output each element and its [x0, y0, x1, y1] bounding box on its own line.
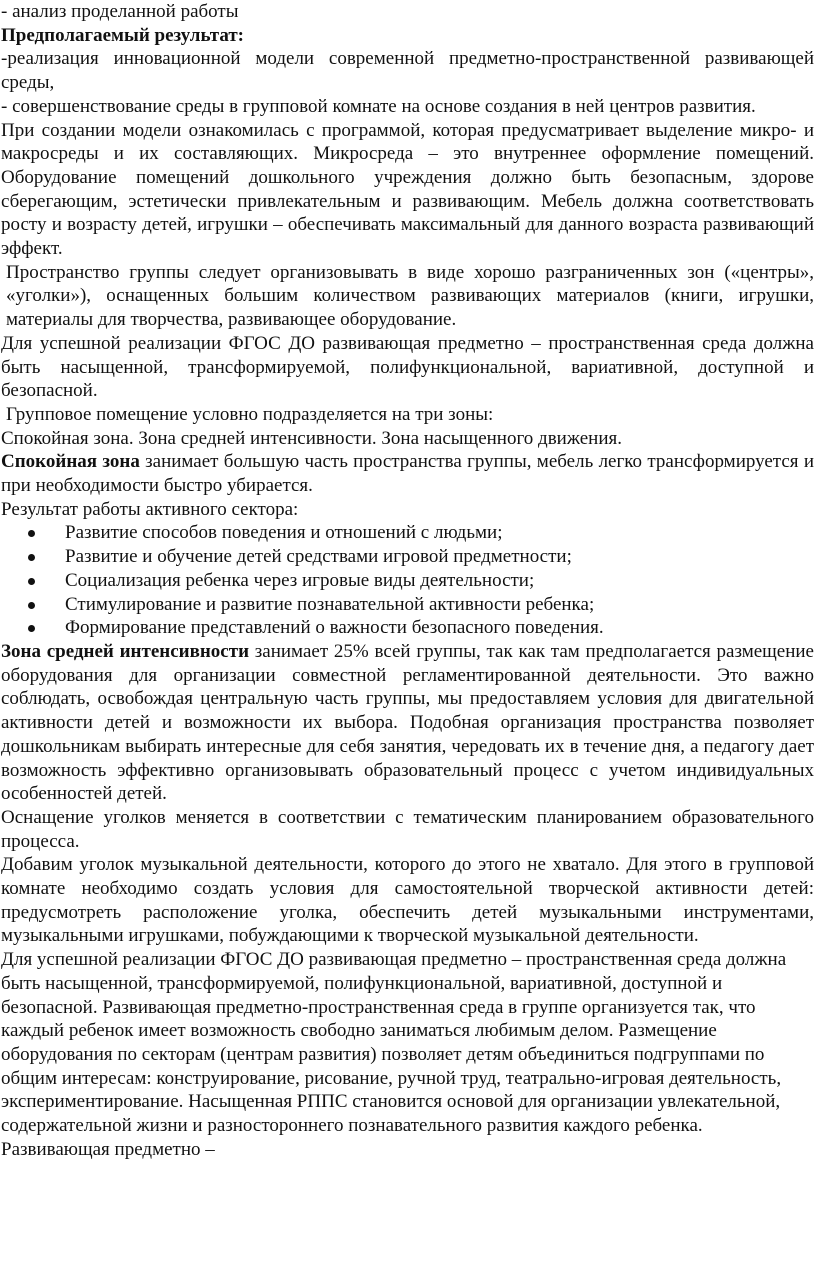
analysis-line: - анализ проделанной работы	[1, 1, 239, 22]
calm-zone-paragraph	[1, 450, 814, 497]
music-corner-paragraph: Добавим уголок музыкальной деятельности, которого до этого не хватало. Для этого в групповой комнате необходимо создать условия для самостоятельной творческой активности детей: предусмотреть расположение уголка, обеспечить детей музыкальными инструментами, музыкальными игрушками, побуждающими к творческой музыкальной деятельности.	[1, 854, 814, 947]
list-item	[1, 545, 814, 569]
bullet-icon	[28, 625, 35, 632]
list-item-text: Формирование представлений о важности безопасного поведения.	[65, 617, 604, 639]
bullet-icon	[28, 602, 35, 609]
result-heading-text: Предполагаемый результат:	[1, 24, 245, 46]
space-paragraph: Пространство группы следует организовывать в виде хорошо разграниченных зон («центры», «уголки»), оснащенных большим количеством развивающих материалов (книги, игрушки, материалы для творчества, развивающее оборудование.	[6, 261, 814, 331]
calm-zone-term: Спокойная зона	[1, 451, 140, 473]
result-item-2: - совершенствование среды в групповой комнате на основе создания в ней центров развития.	[1, 95, 756, 117]
result-heading	[1, 24, 814, 48]
list-item-text: Социализация ребенка через игровые виды деятельности;	[65, 569, 535, 591]
mid-zone-description: занимает 25% всей группы, так как там предполагается размещение оборудования для организации совместной регламентированной деятельности. Это важно соблюдать, освобождая центральную часть группы, мы предоставляем условия для двигательной активности детей и возможности их выбора. Подобная организация пространства позволяет дошкольникам выбирать интересные для себя занятия, чередовать их в течение дня, а педагогу дает возможность эффективно организовывать образовательный процесс с учетом индивидуальных особенностей детей.	[1, 640, 814, 805]
model-paragraph: При создании модели ознакомилась с программой, которая предусматривает выделение микро- и макросреды и их составляющих. Микросреда – это внутреннее оформление помещений. Оборудование помещений дошкольного учреждения должно быть безопасным, здорове сберегающим, эстетически привлекательным и развивающим. Мебель должна соответствовать росту и возрасту детей, игрушки – обеспечивать максимальный для данного возраста развивающий эффект.	[1, 119, 814, 260]
bullet-icon	[28, 554, 35, 561]
result-item-1: -реализация инновационной модели современной предметно-пространственной развивающей среды,	[1, 48, 814, 94]
list-item-text: Стимулирование и развитие познавательной активности ребенка;	[65, 593, 595, 615]
list-item-text: Развитие способов поведения и отношений с людьми;	[65, 522, 503, 544]
zones-intro: Групповое помещение условно подразделяется на три зоны:	[6, 403, 494, 425]
result-bullet-list	[1, 521, 814, 640]
list-item	[1, 569, 814, 593]
active-sector-result: Результат работы активного сектора:	[1, 498, 299, 520]
list-item	[1, 616, 814, 640]
bullet-icon	[28, 578, 35, 585]
fgos-paragraph-1: Для успешной реализации ФГОС ДО развивающая предметно – пространственная среда должна быть насыщенной, трансформируемой, полифункциональной, вариативной, доступной и безопасной.	[1, 332, 814, 402]
calm-zone-description: занимает большую часть пространства группы, мебель легко трансформируется и при необходимости быстро убирается.	[1, 451, 814, 497]
fgos-paragraph-2: Для успешной реализации ФГОС ДО развивающая предметно – пространственная среда должна быть насыщенной, трансформируемой, полифункциональной, вариативной, доступной и безопасной. Развивающая предметно-пространственная среда в группе организуется так, что каждый ребенок имеет возможность свободно заниматься любимым делом. Размещение оборудования по секторам (центрам развития) позволяет детям объединиться подгруппами по общим интересам: конструирование, рисование, ручной труд, театрально-игровая деятельность, экспериментирование. Насыщенная РППС становится основой для организации увлекательной, содержательной жизни и разностороннего познавательного развития каждого ребенка. Развивающая предметно –	[1, 949, 787, 1160]
equipment-paragraph: Оснащение уголков меняется в соответствии с тематическим планированием образовательного процесса.	[1, 806, 814, 852]
list-item-text: Развитие и обучение детей средствами игровой предметности;	[65, 546, 572, 568]
mid-zone-paragraph	[1, 640, 814, 806]
mid-zone-term: Зона средней интенсивности	[1, 640, 250, 662]
list-item	[1, 593, 814, 617]
list-item	[1, 521, 814, 545]
zones-list: Спокойная зона. Зона средней интенсивности. Зона насыщенного движения.	[1, 427, 622, 449]
bullet-icon	[28, 530, 35, 537]
